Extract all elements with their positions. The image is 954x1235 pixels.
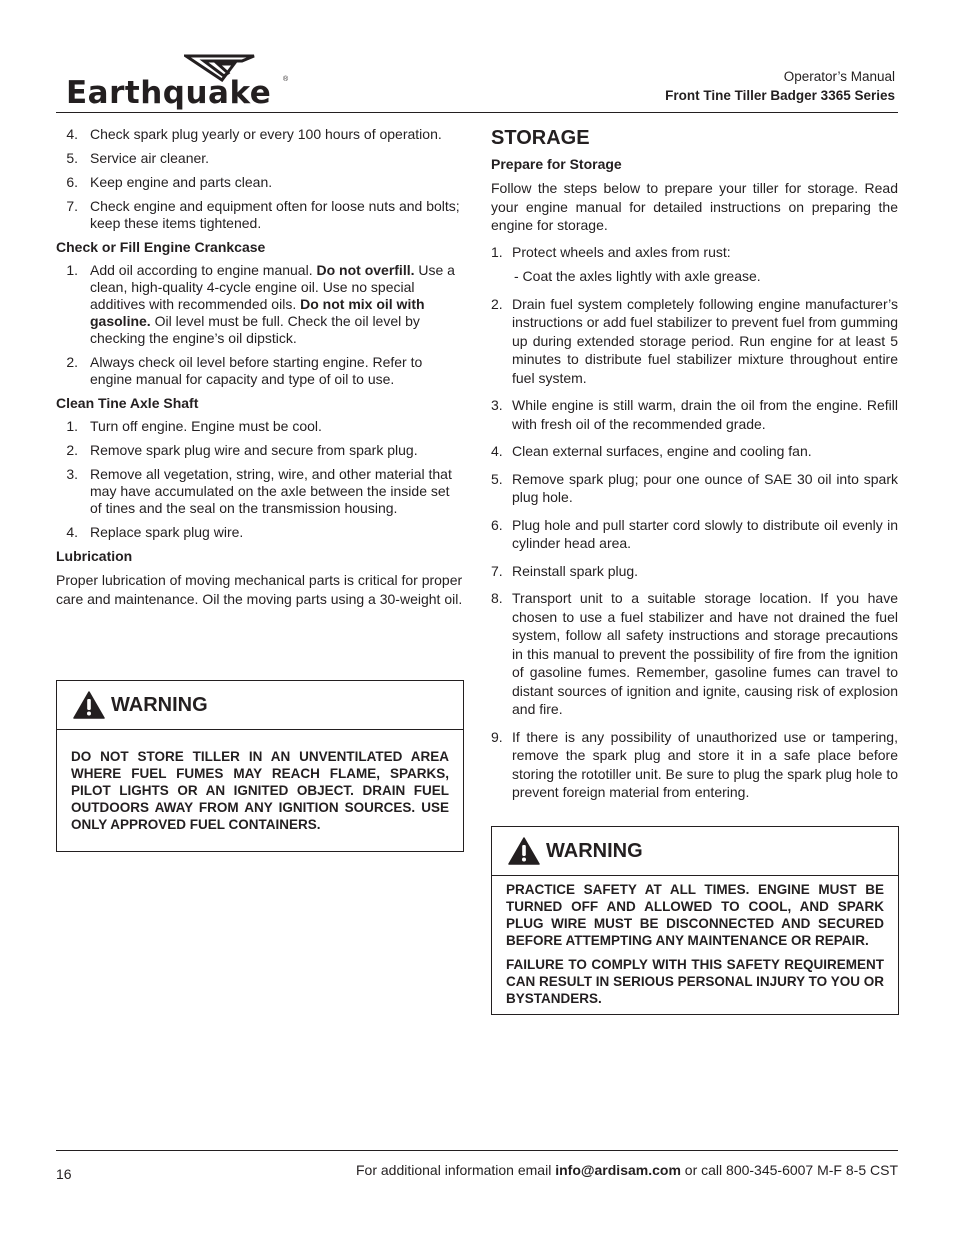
list-item [56,198,464,232]
storage-list [491,243,898,802]
warning-triangle-icon [508,837,540,865]
prepare-heading: Prepare for Storage [491,156,622,172]
list-item [491,470,898,507]
item-number: 7. [491,562,503,579]
list-item [56,262,464,347]
list-item [56,524,464,541]
list-item [56,150,464,167]
footer-text: For additional information email [356,1162,556,1178]
doc-type: Operator’s Manual [783,69,895,84]
item-number: 4. [491,443,503,459]
item-text: Always check oil level before starting engine. Refer to engine manual for capacity and type of oil to use. [90,354,423,387]
doc-title: Front Tine Tiller Badger 3365 Series [665,88,895,103]
warning-body [492,876,898,1007]
item-text: Remove spark plug; pour one ounce of SAE 30 oil into spark plug hole. [512,470,898,505]
warning-box-safety [491,826,899,1015]
warning-header [57,681,463,730]
item-text: Add oil according to engine manual. [90,262,317,278]
item-text: Protect wheels and axles from rust: [512,243,731,260]
lubrication-text: Proper lubrication of moving mechanical parts is critical for proper care and maintenance. Oil the moving parts using a 30-weight oil. [56,572,463,607]
logo-wordmark: Earthquake [66,75,272,111]
list-item [56,442,464,459]
header-rule [56,112,898,113]
list-item [56,418,464,435]
list-item [491,243,898,286]
item-text: Replace spark plug wire. [90,524,244,540]
earthquake-logo [66,54,291,110]
list-item [491,728,898,802]
tine-list [56,418,464,541]
page-number: 16 [56,1166,72,1182]
item-number: 2. [66,354,78,370]
storage-intro: Follow the steps below to prepare your tiller for storage. Read your engine manual for detailed instructions on preparing the engine for storage. [491,180,898,233]
maintenance-list [56,126,464,232]
warning-text: PRACTICE SAFETY AT ALL TIMES. ENGINE MUST BE TURNED OFF AND ALLOWED TO COOL, AND SPARK PLUG WIRE MUST BE DISCONNECTED AND SECURED BEFORE ATTEMPTING ANY MAINTENANCE OR REPAIR. [506,882,884,948]
crankcase-heading: Check or Fill Engine Crankcase [56,239,266,255]
page-header [665,67,895,105]
item-text: Transport unit to a suitable storage location. If you have chosen to use a fuel stabilizer and have not drained the fuel system, follow all safety instructions and storage precautions in this manual to prevent the possibility of fire from the ignition of gasoline fumes. Remember, gasoline fumes can travel to distant sources of ignition and ignite, causing risk of explosion and fire. [512,590,898,717]
tine-heading: Clean Tine Axle Shaft [56,395,199,411]
item-text: Clean external surfaces, engine and cooling fan. [512,443,812,459]
emphasis-text: Do not overfill. [316,262,415,278]
registered-mark: ® [283,76,289,83]
crankcase-list [56,262,464,388]
warning-triangle-icon [73,691,105,719]
item-text: Use a clean, high-quality 4-cycle engine oil. Use no special additives with recommended oils. [90,262,455,312]
item-text: Drain fuel system completely following engine manufacturer’s instructions or add fuel stabilizer to prevent fuel from gumming up during extended storage period. Run engine for at least 5 minutes to distribute fuel stabilizer mixture throughout entire fuel system. [512,295,898,386]
lubrication-heading: Lubrication [56,548,133,564]
list-item [56,174,464,191]
warning-header [492,827,898,876]
item-number: 4. [66,126,78,142]
item-text: Reinstall spark plug. [512,562,639,579]
warning-text: FAILURE TO COMPLY WITH THIS SAFETY REQUIREMENT CAN RESULT IN SERIOUS PERSONAL INJURY TO YOU OR BYSTANDERS. [506,957,884,1006]
list-item [491,442,898,461]
item-text: Keep engine and parts clean. [90,174,273,190]
item-text: Check spark plug yearly or every 100 hours of operation. [90,126,442,142]
warning-body [57,730,463,833]
item-number: 3. [66,466,78,482]
item-number: 5. [66,150,78,166]
footer-contact [356,1162,898,1178]
list-item [491,516,898,553]
list-item [491,562,898,581]
item-text: Remove spark plug wire and secure from spark plug. [90,442,418,458]
item-number: 2. [66,442,78,458]
storage-heading: STORAGE [491,127,590,149]
sub-item: - Coat the axles lightly with axle grease. [514,268,761,284]
item-number: 5. [491,470,503,487]
item-number: 8. [491,590,503,606]
list-item [491,396,898,433]
item-number: 1. [66,262,78,278]
item-number: 6. [66,174,78,190]
item-text: Turn off engine. Engine must be cool. [90,418,322,434]
item-number: 3. [491,397,503,413]
warning-text: DO NOT STORE TILLER IN AN UNVENTILATED AREA WHERE FUEL FUMES MAY REACH FLAME, SPARKS, PILOT LIGHTS OR AN IGNITED OBJECT. DRAIN FUEL OUTDOORS AWAY FROM ANY IGNITION SOURCES. USE ONLY APPROVED FUEL CONTAINERS. [71,749,449,832]
item-number: 4. [66,524,78,540]
left-column [56,126,464,614]
list-item [491,295,898,388]
warning-title: WARNING [546,839,643,862]
item-text: Check engine and equipment often for loose nuts and bolts; keep these items tightened. [90,198,460,231]
list-item [56,466,464,517]
item-number: 1. [491,243,503,260]
footer-text: or call 800-345-6007 M-F 8-5 CST [680,1162,898,1178]
item-number: 6. [491,516,503,533]
list-item [491,589,898,719]
warning-box-fuel [56,680,464,852]
item-number: 7. [66,198,78,214]
footer-email: info@ardisam.com [555,1162,681,1178]
item-text: While engine is still warm, drain the oil from the engine. Refill with fresh oil of the recommended grade. [512,397,898,432]
item-number: 2. [491,295,503,312]
warning-title: WARNING [111,693,208,716]
item-text: Service air cleaner. [90,150,210,166]
list-item [56,354,464,388]
item-number: 9. [491,728,503,745]
item-text: If there is any possibility of unauthorized use or tampering, remove the spark plug and store it in a safe place before storing the rototiller unit. Be sure to plug the spark plug hole to prevent foreign material from entering. [512,728,898,800]
footer-rule [56,1150,898,1151]
list-item [56,126,464,143]
item-text: Oil level must be full. Check the oil level by checking the engine’s oil dipstick. [90,313,420,346]
right-column [491,126,898,811]
item-number: 1. [66,418,78,434]
item-text: Plug hole and pull starter cord slowly to distribute oil evenly in cylinder head area. [512,516,898,551]
item-text: Remove all vegetation, string, wire, and other material that may have accumulated on the axle between the inside set of tines and the seal on the transmission housing. [90,466,452,516]
emphasis-text: Do not mix oil with gasoline. [90,296,425,329]
